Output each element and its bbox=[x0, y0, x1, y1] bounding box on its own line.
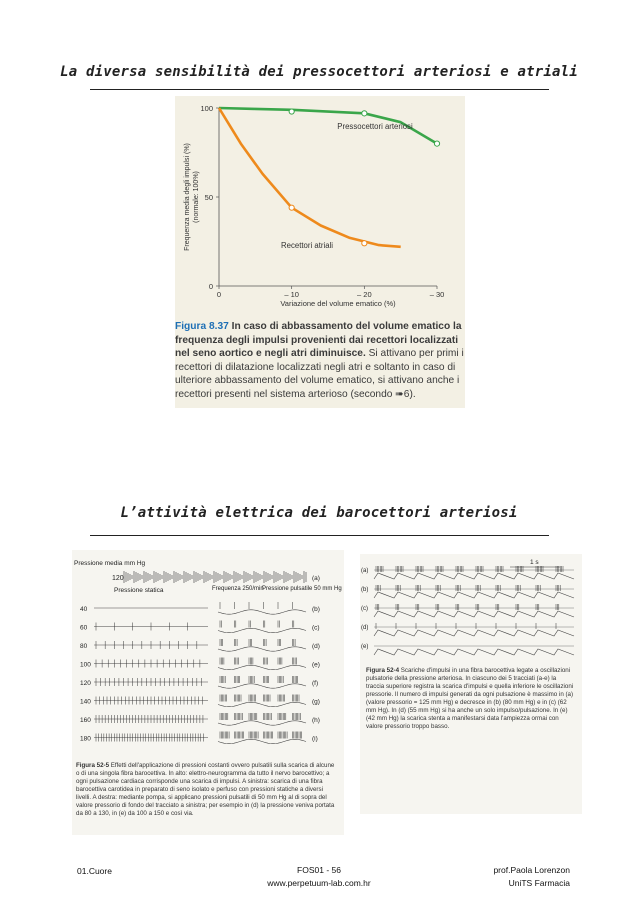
x-tick-label: – 30 bbox=[429, 290, 445, 299]
figure-52-4-label: Figura 52-4 bbox=[366, 667, 400, 674]
footer-right bbox=[470, 864, 570, 890]
x-axis-label: Variazione del volume ematico (%) bbox=[280, 299, 396, 308]
row-pressure-label: 80 bbox=[80, 643, 88, 650]
pulsatile-wave bbox=[218, 702, 306, 706]
figure-52-5-caption bbox=[76, 762, 338, 818]
header-pressure-label: Pressione media mm Hg bbox=[74, 560, 146, 567]
row-letter: (g) bbox=[312, 698, 320, 706]
row-pressure-label: 160 bbox=[80, 717, 91, 724]
row-letter: (b) bbox=[361, 587, 369, 593]
y-axis-label-sub: (normale: 100%) bbox=[193, 171, 200, 223]
footer-website: www.perpetuum-lab.com.hr bbox=[267, 878, 371, 888]
row-pressure-label: 100 bbox=[80, 661, 91, 669]
pressure-trace bbox=[374, 611, 574, 617]
row-pressure-label: 40 bbox=[80, 606, 88, 613]
x-tick-label: – 10 bbox=[284, 290, 299, 299]
label-frequency: Frequenza 250/min bbox=[212, 586, 264, 592]
label-static-pressure: Pressione statica bbox=[114, 587, 164, 594]
scale-label: 1 s bbox=[530, 559, 539, 566]
footer-slide-number: FOS01 - 56 bbox=[297, 865, 341, 875]
figure-52-5 bbox=[72, 550, 344, 835]
y-tick-label: 50 bbox=[204, 193, 213, 202]
pulsatile-wave bbox=[218, 665, 306, 669]
figure-8-37-label: Figura 8.37 bbox=[175, 321, 229, 332]
row-pressure-label: 180 bbox=[80, 735, 91, 743]
data-point bbox=[362, 241, 367, 246]
pressure-trace bbox=[374, 592, 574, 598]
row-letter: (b) bbox=[312, 606, 320, 613]
y-axis-label: Frequenza media degli impulsi (%) bbox=[184, 143, 191, 251]
series-label: Pressocettori arteriosi bbox=[337, 122, 413, 131]
row-pressure-label: 140 bbox=[80, 698, 91, 706]
data-point bbox=[434, 141, 439, 146]
caption-bold-text: In caso di abbassamento del volume ematico la frequenza degli impulsi provenienti dai recettori localizzati nel seno aortico e negli atri diminuisce. bbox=[175, 321, 462, 360]
series-label: Recettori atriali bbox=[281, 241, 333, 250]
pressure-trace bbox=[374, 649, 574, 655]
pulsatile-wave bbox=[218, 721, 306, 725]
y-tick-label: 100 bbox=[200, 104, 213, 113]
row-letter: (d) bbox=[312, 643, 320, 650]
divider-bottom bbox=[90, 535, 549, 536]
row-letter: (a) bbox=[312, 575, 320, 582]
row-letter: (c) bbox=[312, 624, 320, 632]
page-title-bottom: L’attività elettrica dei barocettori arteriosi bbox=[120, 505, 518, 521]
x-tick-label: 0 bbox=[216, 290, 222, 299]
x-tick-label: – 20 bbox=[357, 290, 372, 299]
footer-left: 01.Cuore bbox=[77, 866, 112, 876]
row-letter: (i) bbox=[312, 735, 318, 743]
figure-8-37-caption bbox=[175, 320, 465, 402]
figure-52-5-label: Figura 52-5 bbox=[76, 762, 110, 769]
figure-52-4-caption-text: Scariche d'impulsi in una fibra barocettiva legate a oscillazioni pulsatorie della pressione arteriosa. In ciascuno dei 5 tracciati (a-e) la traccia superiore registra la scarica d'impulsi e quella inferiore le oscillazioni pressorie. Il numero di impulsi generati da ogni pulsazione è massimo in (a) (valore pressorio = 125 mm Hg) e decresce in (b) (80 mm Hg) e in (c) (62 mm Hg). In (d) (55 mm Hg) si ha anche un solo impulso/pulsazione. In (e) (42 mm Hg) la scarica stenta a manifestarsi data l'ampiezza ormai con valore pressorio troppo basso. bbox=[366, 667, 574, 730]
row-letter: (e) bbox=[312, 661, 320, 669]
page-title-top: La diversa sensibilità dei pressocettori arteriosi e atriali bbox=[60, 64, 578, 80]
pulsatile-wave bbox=[218, 647, 306, 651]
row-letter: (e) bbox=[361, 644, 369, 650]
row-letter: (c) bbox=[361, 606, 368, 612]
footer-author: prof.Paola Lorenzon bbox=[493, 865, 570, 875]
row-letter: (a) bbox=[361, 568, 369, 574]
label-pulsatile: Pressione pulsatile 50 mm Hg bbox=[262, 586, 342, 592]
row-pressure-label: 120 bbox=[80, 680, 91, 687]
pulsatile-wave bbox=[218, 610, 306, 614]
y-tick-label: 0 bbox=[208, 282, 213, 291]
header-pressure-value: 120 bbox=[112, 575, 124, 582]
pressure-trace bbox=[374, 630, 574, 636]
figure-52-5-caption-text: Effetti dell'applicazione di pressioni costanti ovvero pulsatili sulla scarica di alcune o di una singola fibra barocettiva. In alto: elettro-neurogramma da tutto il nervo barocettivo; a ogni pulsazione cardiaca corrisponde una scarica di impulsi. A sinistra: scarica di una fibra barocettiva carotidea in preparato di seno isolato e perfuso con pressioni statiche a diversi livelli. A destra: mediante pompa, si applicano pressioni pulsatili di 50 mm Hg al di sopra del valore pressorio di fondo del tracciato a sinistra; per esempio in (d) la pressione veniva portata da 80 a 130, in (e) da 100 a 150 e così via. bbox=[76, 762, 335, 817]
pulsatile-wave bbox=[218, 739, 306, 743]
row-letter: (f) bbox=[312, 680, 319, 687]
figure-52-5-traces bbox=[72, 550, 344, 760]
volume-response-chart bbox=[175, 96, 465, 311]
pressure-trace bbox=[374, 573, 574, 579]
row-letter: (d) bbox=[361, 625, 369, 631]
pulsatile-wave bbox=[218, 628, 306, 632]
data-point bbox=[289, 109, 294, 114]
row-pressure-label: 60 bbox=[80, 624, 88, 632]
row-letter: (h) bbox=[312, 717, 320, 724]
figure-52-4 bbox=[360, 554, 582, 814]
divider-top bbox=[90, 89, 549, 90]
footer-institution: UniTS Farmacia bbox=[508, 878, 570, 888]
figure-52-4-caption bbox=[366, 667, 576, 731]
figure-8-37 bbox=[175, 96, 465, 408]
caption-text: Si attivano per primi i recettori di dilatazione localizzati negli atri e soltanto in caso di ulteriore abbassamento del volume ematico, si attivano anche i recettori presenti nel sistema arterioso (secondo ➠6). bbox=[175, 348, 464, 400]
data-point bbox=[362, 111, 367, 116]
data-point bbox=[289, 205, 294, 210]
pulsatile-wave bbox=[218, 684, 306, 688]
figure-52-4-traces bbox=[360, 554, 582, 659]
